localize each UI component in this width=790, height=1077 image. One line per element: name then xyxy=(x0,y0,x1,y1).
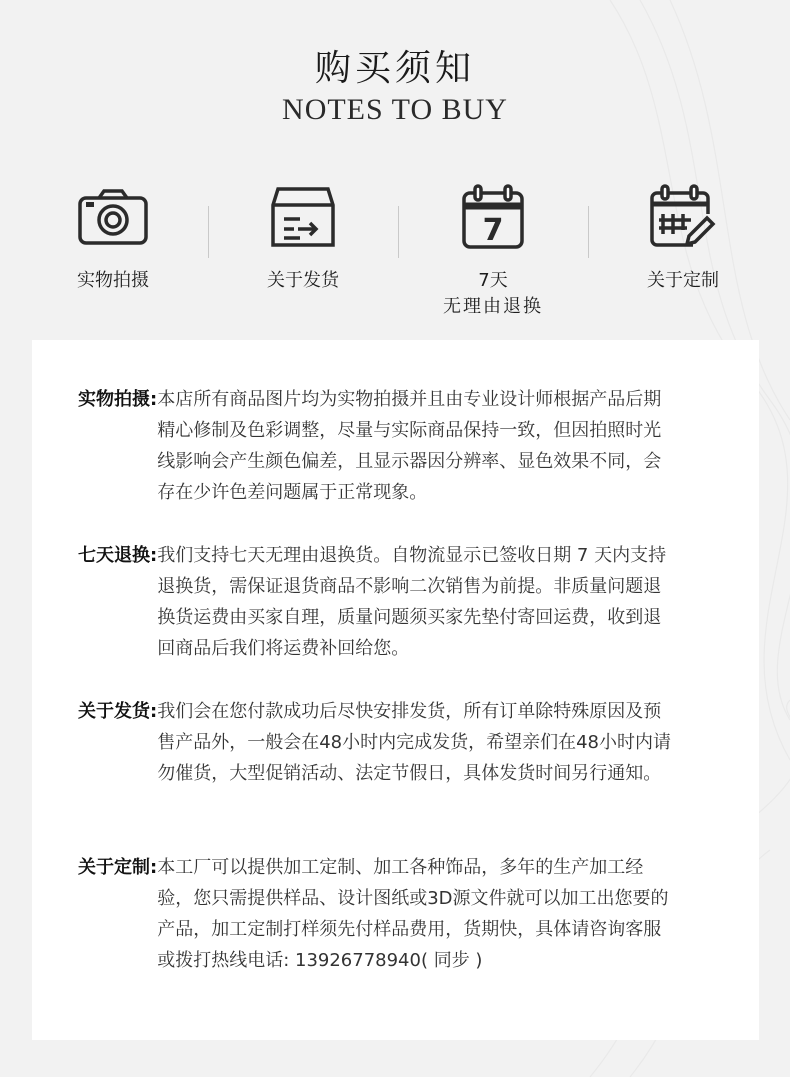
feature-real-photos xyxy=(18,180,208,320)
feature-7day-return xyxy=(398,180,588,320)
notes-section xyxy=(78,540,718,664)
calendar-pen-icon xyxy=(643,180,723,254)
feature-sublabel: 无理由退换 xyxy=(443,296,543,317)
feature-shipping xyxy=(208,180,398,320)
calendar-7-icon xyxy=(453,180,533,254)
section-text: 我们会在您付款成功后尽快安排发货，所有订单除特殊原因及预售产品外，一般会在48小时内完成发货，希望亲们在48小时内请勿催货，大型促销活动、法定节假日，具体发货时间另行通知。 xyxy=(157,701,672,784)
section-text: 本店所有商品图片均为实物拍摄并且由专业设计师根据产品后期精心修制及色彩调整，尽量与实际商品保持一致，但因拍照时光线影响会产生颜色偏差，且显示器因分辨率、显色效果不同，会存在少许色差问题属于正常现象。 xyxy=(157,389,662,503)
page-header xyxy=(0,40,790,127)
section-text: 本工厂可以提供加工定制、加工各种饰品，多年的生产加工经验，您只需提供样品、设计图纸或3D源文件就可以加工出您要的产品，加工定制打样须先付样品费用，货期快，具体请咨询客服或拨打热线电话: 13926778940( 同步 ) xyxy=(157,857,669,971)
feature-label: 实物拍摄 xyxy=(77,270,149,291)
feature-row xyxy=(18,180,778,320)
notes-card xyxy=(32,340,759,1040)
feature-label: 7天 xyxy=(478,270,508,291)
section-key: 关于发货: xyxy=(78,701,158,722)
feature-label: 关于定制 xyxy=(647,270,719,291)
section-text: 我们支持七天无理由退换货。自物流显示已签收日期 7 天内支持退换货，需保证退货商品不影响二次销售为前提。非质量问题退换货运费由买家自理，质量问题须买家先垫付寄回运费，收到退回商品后我们将运费补回给您。 xyxy=(157,545,667,659)
section-key: 关于定制: xyxy=(78,857,158,878)
page-title: 购买须知 xyxy=(314,48,475,89)
notes-section xyxy=(78,696,718,789)
feature-custom xyxy=(588,180,778,320)
section-key: 实物拍摄: xyxy=(78,389,158,410)
svg-text:7: 7 xyxy=(482,213,504,248)
notes-section xyxy=(78,852,718,976)
shipping-box-icon xyxy=(263,180,343,254)
camera-icon xyxy=(73,180,153,254)
page-subtitle: NOTES TO BUY xyxy=(282,93,508,126)
feature-label: 关于发货 xyxy=(267,270,339,291)
section-key: 七天退换: xyxy=(78,545,158,566)
notes-section xyxy=(78,384,718,508)
